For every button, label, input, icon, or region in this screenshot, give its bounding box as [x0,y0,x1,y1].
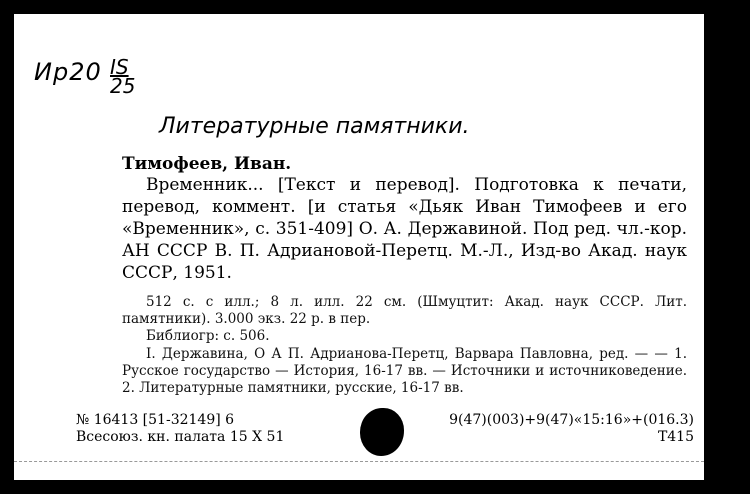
title-text: Временник... [Текст и перевод]. Подготовка к печати, перевод, коммент. [и статья «Дьяк Иван Тимофеев и его «Временник», с. 351-409] О. А. Державиной. Под ред. чл.-кор. АН СССР В. П. Адриановой-Перетц. М.-Л., Изд-во Акад. наук СССР, 1951. [122,175,687,283]
print-code: Т415 [657,429,694,445]
bibliography-note: Библиогр: с. 506. [146,328,270,344]
catalog-card [14,14,704,480]
series-note: Литературные памятники. [159,114,470,139]
shelfmark-fraction [110,55,136,98]
book-chamber: Всесоюз. кн. палата 15 X 51 [76,429,285,445]
title-description [122,174,687,284]
author-heading: Тимофеев, Иван. [122,154,292,174]
classification-index: 9(47)(003)+9(47)«15:16»+(016.3) [449,412,694,428]
shelfmark-denominator: 25 [110,74,136,98]
punch-hole [360,408,404,456]
physical-text: 512 с. с илл.; 8 л. илл. 22 см. (Шмуцтит: Акад. наук СССР. Лит. памятники). 3.000 экз. 22 р. в пер. [122,294,687,327]
card-bottom-edge [14,461,704,480]
subject-entries [122,346,687,397]
shelfmark-numerator: IS [110,55,129,79]
subject-text: I. Державина, О А П. Адрианова-Перетц, Варвара Павловна, ред. — — 1. Русское государство — История, 16-17 вв. — Источники и источниковедение. 2. Литературные памятники, русские, 16-17 вв. [122,346,687,396]
physical-description [122,294,687,345]
shelfmark: Ир20 [34,58,102,86]
card-number: № 16413 [51-32149] 6 [76,412,235,428]
